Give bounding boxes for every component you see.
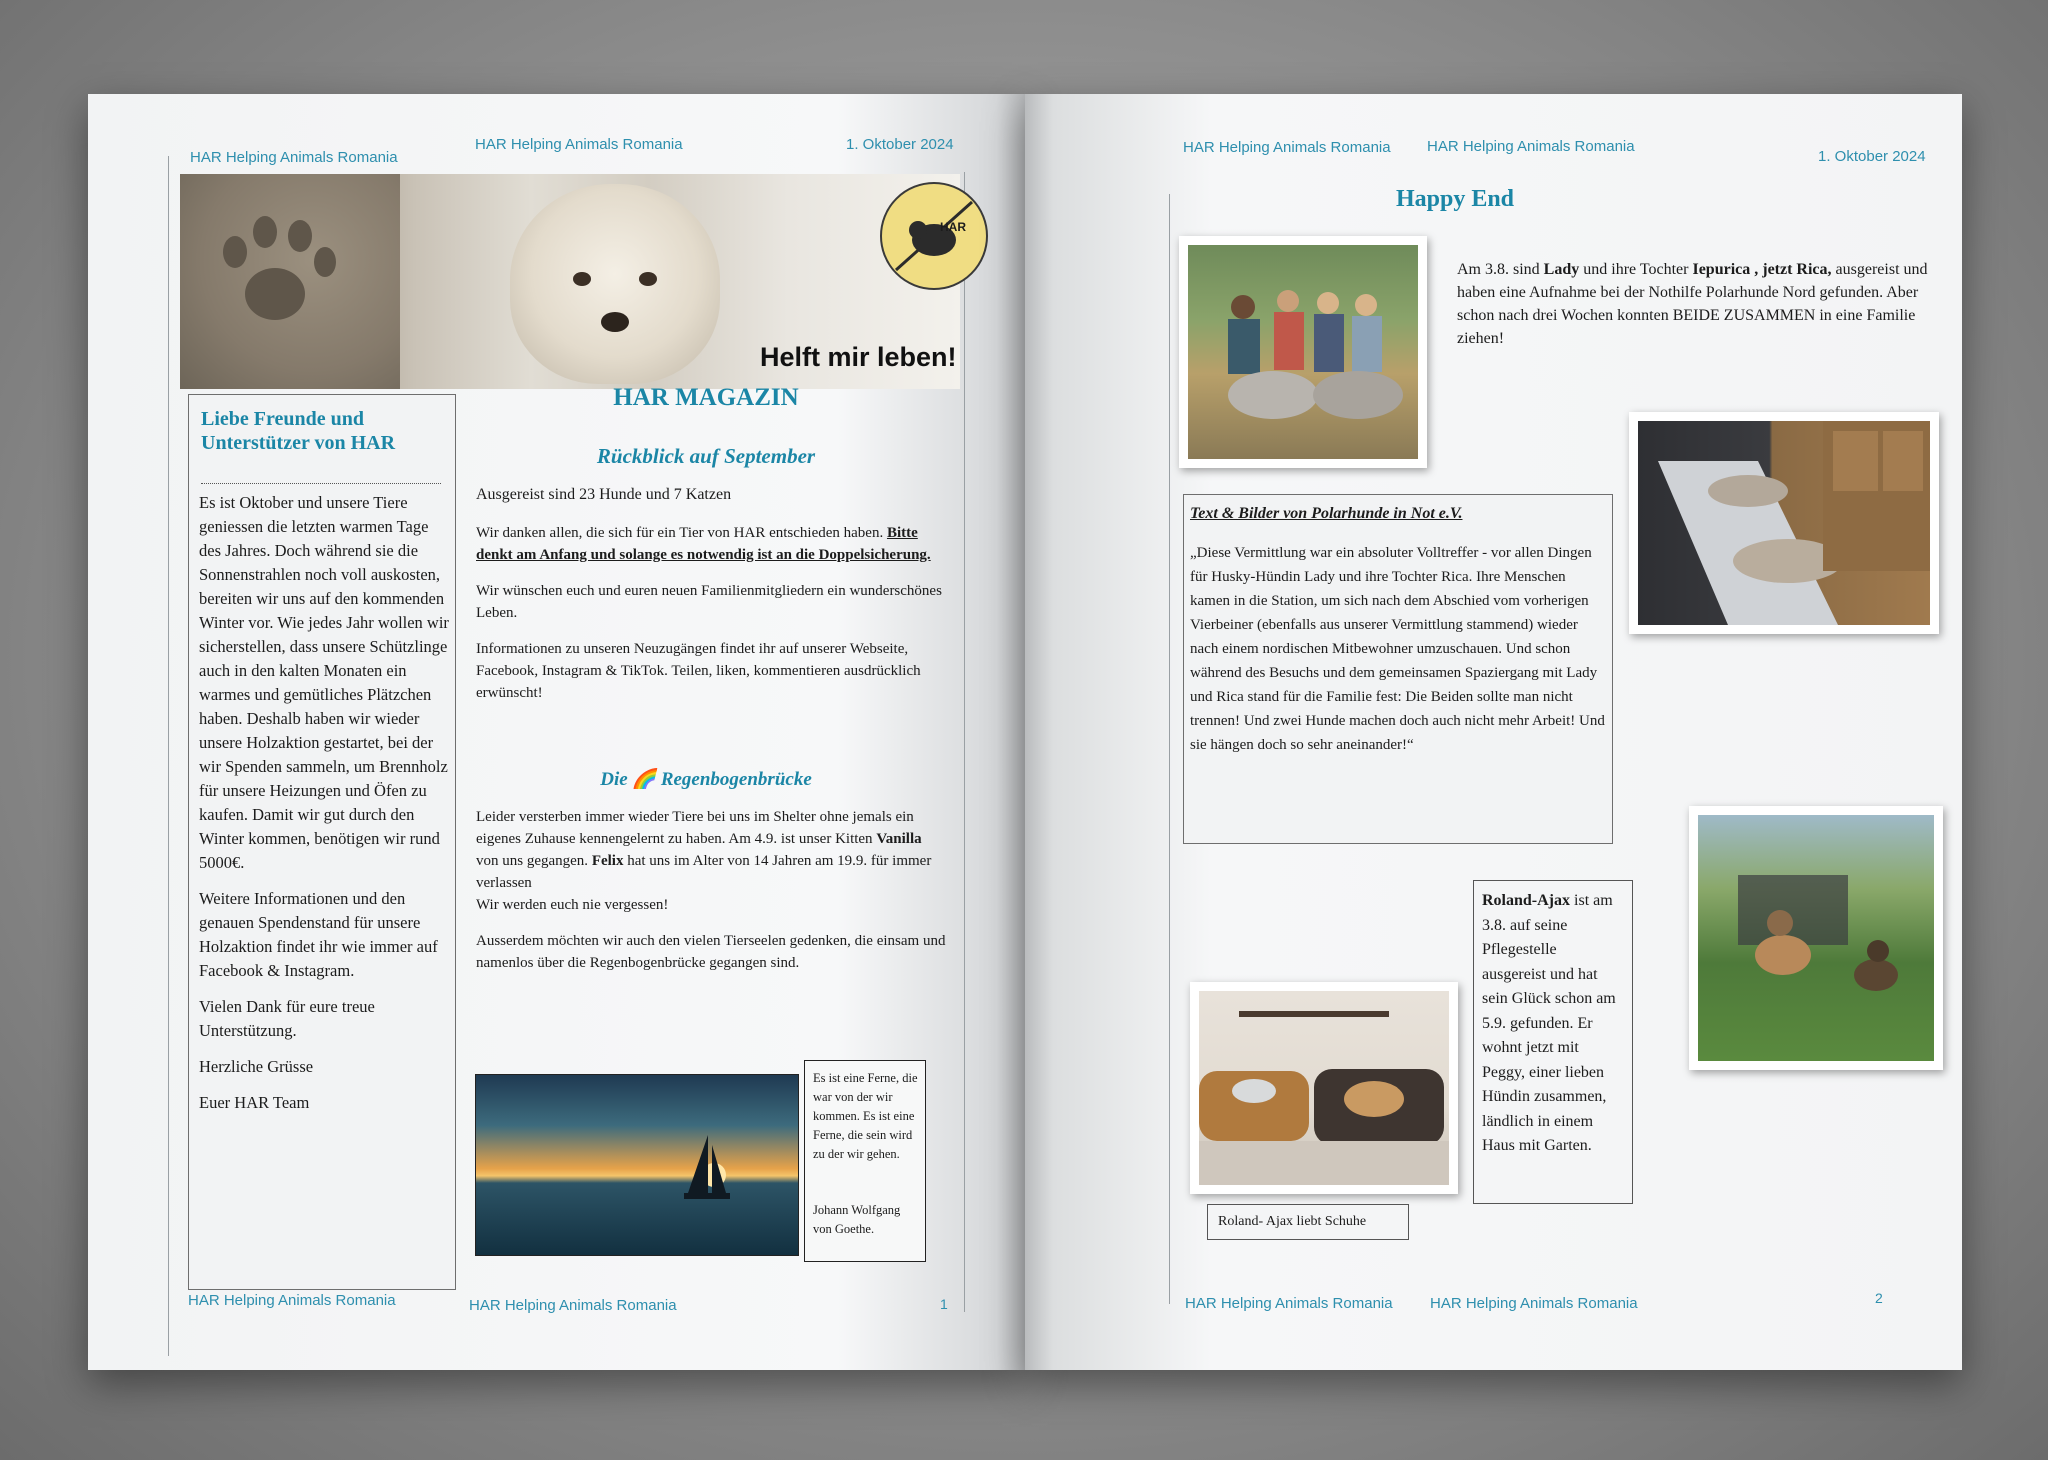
logo-text: HAR [940,220,966,234]
dogs-on-mat-photo [1629,412,1939,634]
sidebar-paragraph-1: Es ist Oktober und unsere Tiere geniessen die letzten warmen Tage des Jahres. Doch während sie die Sonnenstrahlen noch voll auskosten, bereiten wir uns auf den kommenden Winter vor. Wie jedes Jahr wollen wir sicherstellen, dass unsere Schützlinge auch in den kalten Monaten ein warmes und gemütliches Plätzchen haben. Deshalb haben wir wieder unsere Holzaktion gestartet, bei der wir Spenden sammeln, um Brennholz für unsere Heizungen und Öfen zu kaufen. Damit wir gut durch den Winter kommen, benötigen wir rund 5000€. [199,493,449,872]
header-org-1: HAR Helping Animals Romania [190,149,398,166]
name-lady: Lady [1543,261,1580,278]
right-page-left-rule [1169,194,1170,1304]
header-org-4: HAR Helping Animals Romania [1427,138,1635,155]
page-number-left: 1 [940,1296,948,1312]
roland-caption: Roland- Ajax liebt Schuhe [1218,1214,1367,1229]
header-org-2: HAR Helping Animals Romania [475,136,683,153]
happy-end-intro [1457,258,1937,350]
sidebar-body [199,491,449,1115]
header-org-3: HAR Helping Animals Romania [1183,139,1391,156]
sidebar-paragraph-4: Herzliche Grüsse [199,1057,314,1076]
rainbow-title-part-2: Regenbogenbrücke [660,769,812,790]
loss-paragraph [476,806,946,916]
quote-text: Es ist eine Ferne, die war von der wir kommen. Es ist eine Ferne, die sein wird zu der wir gehen. [813,1071,918,1161]
name-vanilla: Vanilla [876,831,922,847]
right-page [1025,94,1962,1370]
header-date: 1. Oktober 2024 [846,136,954,153]
goethe-quote-box [804,1060,926,1262]
wishes-paragraph: Wir wünschen euch und euren neuen Familienmitgliedern ein wunderschönes Leben. [476,583,942,621]
right-rule [964,172,965,1312]
happy-end-title: Happy End [1395,186,1515,212]
sidebar-paragraph-2: Weitere Informationen und den genauen Spendenstand für unsere Holzaktion findet ihr wie immer auf Facebook & Instagram. [199,889,438,980]
footer-org-2: HAR Helping Animals Romania [469,1297,677,1314]
roland-text-box [1473,880,1633,1204]
intro-text-1: Am 3.8. sind [1457,261,1540,278]
loss-text-3: hat uns im Alter von 14 Jahren am 19.9. für immer verlassen [476,853,932,891]
magazine-body-2 [476,806,946,974]
quote-author: Johann Wolfgang von Goethe. [813,1203,901,1236]
sidebar-box [188,394,456,1290]
har-logo [880,182,988,290]
roland-text [1482,889,1624,1159]
loss-text-4: Wir werden euch nie vergessen! [476,897,669,913]
sidebar-paragraph-3: Vielen Dank für eure treue Unterstützung. [199,997,375,1040]
thanks-text: Wir danken allen, die sich für ein Tier von HAR entschieden haben. [476,525,884,541]
page-number-right: 2 [1875,1290,1883,1306]
name-felix: Felix [591,853,624,869]
name-roland-ajax: Roland-Ajax [1482,892,1571,909]
rainbow-icon: 🌈 [632,769,657,790]
departure-stat: Ausgereist sind 23 Hunde und 7 Katzen [476,486,732,503]
banner-caption: Helft mir leben! [760,342,957,372]
intro-text-2: und ihre Tochter [1583,261,1689,278]
header-date-right: 1. Oktober 2024 [1818,148,1926,165]
name-iepurica: Iepurica , jetzt Rica, [1692,261,1832,278]
footer-org-3: HAR Helping Animals Romania [1185,1295,1393,1312]
magazine-spread [88,94,1962,1370]
remembrance-paragraph: Ausserdem möchten wir auch den vielen Tierseelen gedenken, die einsam und namenlos über die Regenbogenbrücke gegangen sind. [476,933,946,971]
intro-text-3: ausgereist und haben eine Aufnahme bei der Nothilfe Polarhunde Nord gefunden. Aber schon nach drei Wochen konnten BEIDE ZUSAMMEN in eine Familie ziehen! [1457,261,1928,347]
sailboat-sunset-image [475,1074,799,1256]
footer-org-1: HAR Helping Animals Romania [188,1292,396,1309]
dog-beds-photo [1190,982,1458,1194]
loss-text-1: Leider versterben immer wieder Tiere bei uns im Shelter ohne jemals ein eigenes Zuhause kennengelernt zu haben. Am 4.9. ist unser Kitten [476,809,914,847]
magazine-title: HAR MAGAZIN [613,384,799,411]
banner-image [180,174,966,389]
puppy-photo [510,184,720,384]
footer-org-4: HAR Helping Animals Romania [1430,1295,1638,1312]
polarhunde-quote-box [1183,494,1613,844]
polarhunde-box-title: Text & Bilder von Polarhunde in Not e.V. [1190,505,1463,522]
garden-dogs-photo [1689,806,1943,1070]
roland-description: ist am 3.8. auf seine Pflegestelle ausgereist und hat sein Glück schon am 5.9. gefunden. Er wohnt jetzt mit Peggy, einer lieben Hündin zusammen, ländlich in einem Haus mit Garten. [1482,892,1616,1154]
family-photo [1179,236,1427,468]
sidebar-divider [201,483,441,484]
info-paragraph: Informationen zu unseren Neuzugängen findet ihr auf unserer Webseite, Facebook, Instagram & TikTok. Teilen, liken, kommentieren ausdrücklich erwünscht! [476,641,921,701]
roland-caption-box [1207,1204,1409,1240]
section-title-september: Rückblick auf September [596,444,816,468]
left-page [88,94,1025,1370]
polarhunde-box-text: „Diese Vermittlung war ein absoluter Volltreffer - vor allen Dingen für Husky-Hündin Lady und ihre Tochter Rica. Ihre Menschen kamen in die Station, um sich nach dem Abschied vom vorherigen Vierbeiner (ebenfalls aus unserer Vermittlung stammend) wieder nach einem nordischen Mitbewohner umzuschauen. Und schon während des Besuchs und dem gemeinsamen Spaziergang mit Lady und Rica stand für die Familie fest: Die Beiden sollte man nicht trennen! Und zwei Hunde machen doch auch nicht mehr Arbeit! Und sie hängen doch so sehr aneinander!“ [1190,545,1605,753]
loss-text-2: von uns gegangen. [476,853,589,869]
sidebar-paragraph-5: Euer HAR Team [199,1093,310,1112]
sidebar-title: Liebe Freunde und Unterstützer von HAR [201,408,396,454]
double-safety-note: Bitte denkt am Anfang und solange es notwendig ist an die Doppelsicherung. [476,525,931,563]
section-title-rainbow-bridge [466,767,946,791]
rainbow-title-part-1: Die [600,769,628,790]
paw-print-photo [180,174,400,389]
left-rule [168,156,169,1356]
thanks-paragraph [476,522,946,566]
magazine-body-1 [476,484,946,704]
